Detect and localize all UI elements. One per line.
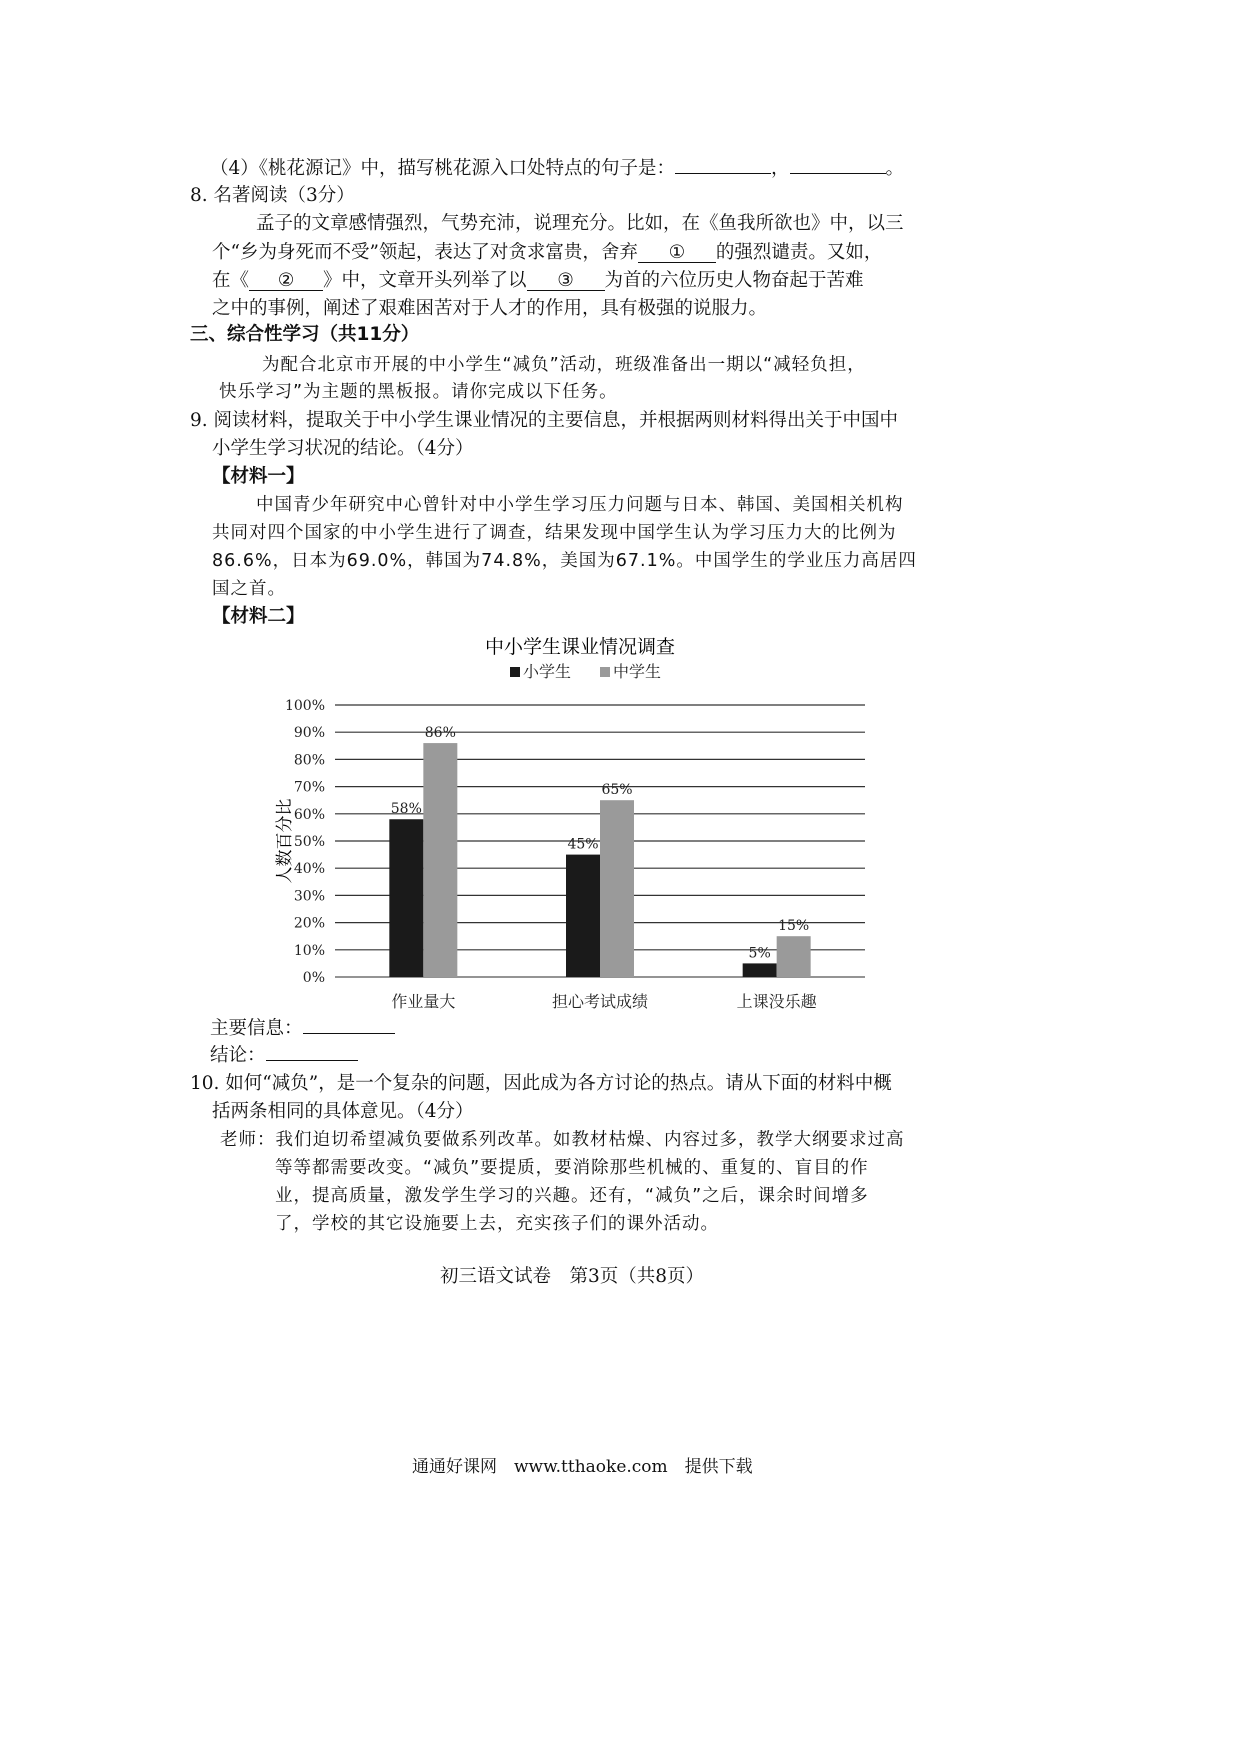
teacher-line4: 了，学校的其它设施要上去，充实孩子们的课外活动。 [275, 1214, 719, 1234]
data-label: 15% [778, 918, 810, 935]
y-tick-label: 30% [293, 888, 325, 905]
main-info-row [210, 1015, 395, 1042]
data-label: 45% [567, 836, 599, 853]
y-tick-label: 10% [293, 942, 325, 959]
q8-heading: 8. 名著阅读（3分） [190, 185, 355, 206]
legend-swatch-0 [510, 667, 520, 677]
q7-item4 [210, 155, 904, 182]
material1-label: 【材料一】 [212, 466, 305, 487]
q8-line4: 之中的事例，阐述了艰难困苦对于人才的作用，具有极强的说服力。 [212, 298, 768, 319]
material2-label: 【材料二】 [212, 606, 305, 627]
y-tick-label: 70% [293, 779, 325, 796]
data-label: 65% [601, 782, 633, 799]
y-tick-label: 20% [293, 915, 325, 932]
q7-item4-text: （4）《桃花源记》中，描写桃花源入口处特点的句子是： [210, 158, 676, 179]
conclusion-blank[interactable] [266, 1042, 358, 1061]
q10-line1: 10. 如何“减负”，是一个复杂的问题，因此成为各方讨论的热点。请从下面的材料中概 [190, 1073, 892, 1094]
q8-text: 个“乡为身死而不受”领起，表达了对贪求富贵，舍弃 [212, 242, 638, 263]
sentence-end: 。 [885, 158, 905, 179]
bar-chart [270, 635, 890, 1011]
chart-legend [510, 662, 661, 681]
data-label: 86% [424, 725, 456, 742]
material1-line1: 中国青少年研究中心曾针对中小学生学习压力问题与日本、韩国、美国相关机构 [256, 495, 904, 515]
main-info-blank[interactable] [303, 1015, 395, 1034]
y-tick-label: 50% [293, 834, 325, 850]
teacher-line2: 等等都需要改变。“减负”要提质，要消除那些机械的、重复的、盲目的作 [275, 1158, 869, 1178]
q9-line1: 9. 阅读材料，提取关于中小学生课业情况的主要信息，并根据两则材料得出关于中国中 [190, 410, 899, 431]
bar-中学生-0 [423, 743, 457, 977]
y-tick-label: 90% [293, 725, 325, 742]
answer-blank-2[interactable]: ② [249, 272, 323, 291]
x-axis-categories [391, 992, 816, 1011]
bar-小学生-1 [566, 855, 600, 977]
conclusion-row [210, 1042, 358, 1069]
q8-text: 为首的六位历史人物奋起于苦难 [604, 270, 864, 291]
chart-title: 中小学生课业情况调查 [484, 636, 676, 658]
q8-line1: 孟子的文章感情强烈，气势充沛，说理充分。比如，在《鱼我所欲也》中，以三 [256, 213, 904, 234]
q10-line2: 括两条相同的具体意见。（4分） [212, 1101, 474, 1122]
q8-text: 在《 [212, 270, 250, 291]
data-label: 5% [748, 945, 771, 962]
main-info-label: 主要信息： [210, 1018, 303, 1039]
q8-text: 的强烈谴责。又如， [715, 242, 883, 263]
bar-小学生-2 [743, 963, 777, 977]
q9-line2: 小学生学习状况的结论。（4分） [212, 438, 474, 459]
y-tick-label: 0% [302, 970, 325, 986]
bar-中学生-2 [777, 936, 811, 977]
legend-label-0: 小学生 [523, 662, 572, 681]
answer-blank[interactable] [675, 155, 771, 174]
x-category-label: 担心考试成绩 [551, 992, 649, 1011]
bar-小学生-0 [389, 819, 423, 977]
page-footer: 初三语文试卷 第3页（共8页） [440, 1266, 705, 1287]
answer-blank[interactable] [790, 155, 886, 174]
q8-text: 》中，文章开头列举了以 [323, 270, 527, 291]
answer-blank-1[interactable]: ① [638, 244, 716, 263]
material1-line4: 国之首。 [212, 579, 286, 599]
x-category-label: 作业量大 [391, 992, 456, 1011]
answer-blank-3[interactable]: ③ [527, 272, 605, 291]
separator: ， [771, 158, 790, 179]
chart-bars [389, 743, 810, 977]
site-footer: 通通好课网 www.tthaoke.com 提供下载 [412, 1457, 753, 1477]
y-tick-label: 80% [293, 752, 325, 769]
material1-line2: 共同对四个国家的中小学生进行了调查，结果发现中国学生认为学习压力大的比例为 [212, 523, 897, 543]
teacher-line3: 业，提高质量，激发学生学习的兴趣。还有，“减负”之后，课余时间增多 [275, 1186, 869, 1206]
section-heading: 三、综合性学习（共11分） [190, 324, 420, 345]
section-intro-line1: 为配合北京市开展的中小学生“减负”活动，班级准备出一期以“减轻负担， [262, 355, 866, 375]
y-tick-label: 60% [293, 806, 325, 823]
bar-中学生-1 [600, 800, 634, 977]
conclusion-label: 结论： [210, 1045, 266, 1066]
y-axis-label: 人数百分比 [275, 798, 295, 884]
section-intro-line2: 快乐学习”为主题的黑板报。请你完成以下任务。 [219, 382, 618, 402]
legend-label-1: 中学生 [613, 662, 662, 681]
legend-swatch-1 [600, 667, 610, 677]
q8-line2 [212, 240, 882, 266]
q8-line3 [212, 268, 864, 294]
y-tick-label: 40% [293, 861, 325, 878]
data-label: 58% [390, 801, 422, 818]
x-category-label: 上课没乐趣 [736, 992, 817, 1011]
y-tick-label: 100% [284, 698, 325, 714]
teacher-line1: 老师：我们迫切希望减负要做系列改革。如教材枯燥、内容过多，教学大纲要求过高 [220, 1130, 905, 1150]
material1-line3: 86.6%，日本为69.0%，韩国为74.8%，美国为67.1%。中国学生的学业压力高居四 [212, 551, 917, 571]
